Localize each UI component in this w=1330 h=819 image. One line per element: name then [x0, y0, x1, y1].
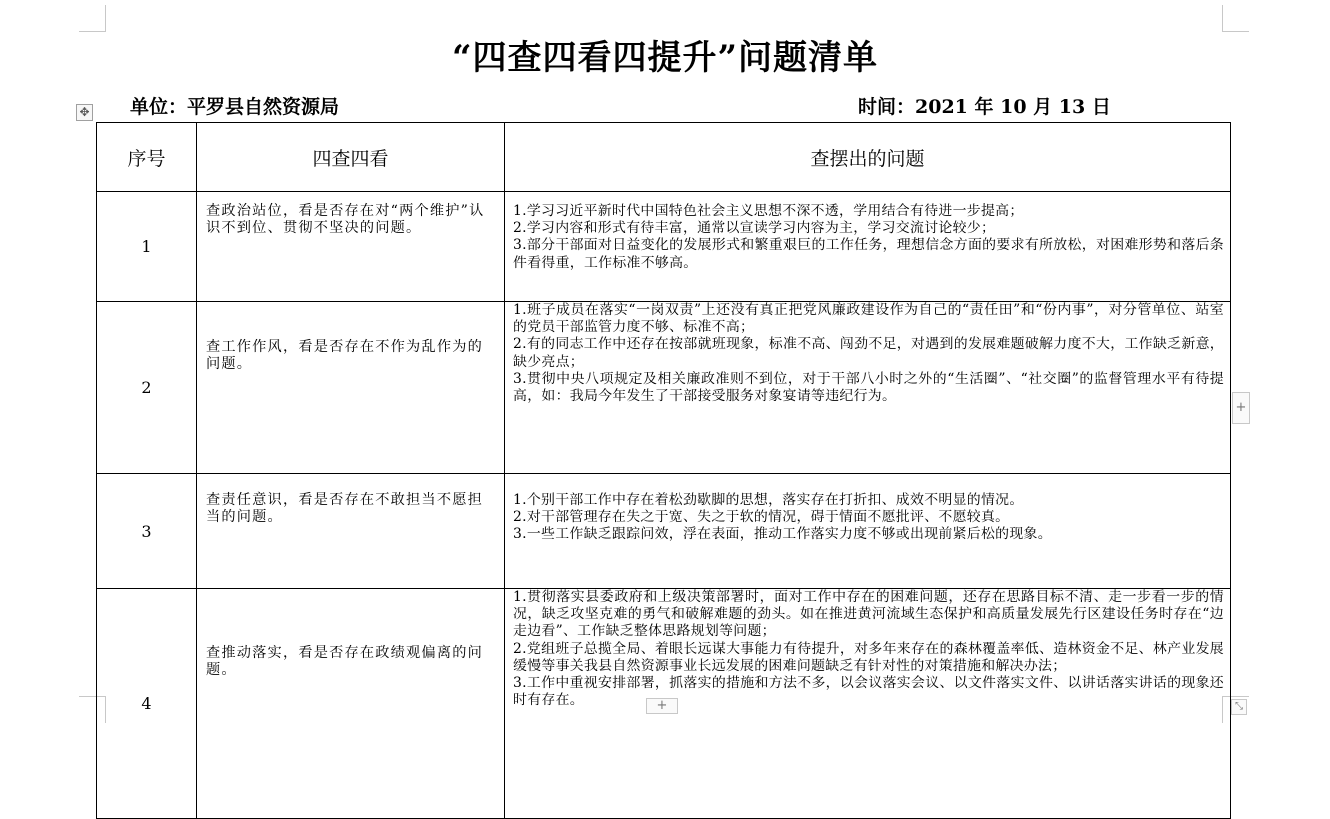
table-resize-icon[interactable]: ⤡ [1231, 699, 1247, 715]
problem-item: 3.贯彻中央八项规定及相关廉政准则不到位，对于干部八小时之外的“生活圈”、“社交圈”的监督管理水平有待提高，如：我局今年发生了干部接受服务对象宴请等违纪行为。 [513, 370, 1224, 405]
table-row [97, 474, 1231, 589]
document-title: “四查四看四提升”问题清单 [451, 38, 879, 78]
row-check-cell[interactable]: 查政治站位，看是否存在对“两个维护”认识不到位、贯彻不坚决的问题。 [197, 192, 505, 302]
problem-item: 3.一些工作缺乏跟踪问效，浮在表面，推动工作落实力度不够或出现前紧后松的现象。 [513, 526, 1052, 543]
problem-item: 2.有的同志工作中还存在按部就班现象，标准不高、闯劲不足，对遇到的发展难题破解力度不大，工作缺乏新意，缺少亮点； [513, 336, 1224, 370]
page-corner-mark-top-right [1222, 5, 1249, 32]
problem-item: 2.对干部管理存在失之于宽、失之于软的情况，碍于情面不愿批评、不愿较真。 [513, 509, 1010, 526]
header-seq: 序号 [97, 123, 197, 192]
row-seq-cell[interactable]: 4 [97, 589, 197, 819]
row-problems-cell[interactable] [505, 192, 1231, 302]
row-check-cell[interactable]: 查工作作风，看是否存在不作为乱作为的问题。 [197, 302, 505, 474]
header-problems: 查摆出的问题 [505, 123, 1231, 192]
row-check-cell[interactable]: 查推动落实，看是否存在政绩观偏离的问题。 [197, 589, 505, 819]
problem-item: 1.班子成员在落实“一岗双责”上还没有真正把党风廉政建设作为自己的“责任田”和“份内事”，对分管单位、站室的党员干部监管力度不够、标准不高； [513, 302, 1224, 336]
row-seq-cell[interactable]: 3 [97, 474, 197, 589]
table-row [97, 589, 1231, 819]
add-row-plus-icon[interactable]: + [646, 698, 678, 714]
row-problems-cell[interactable] [505, 302, 1231, 474]
date-label: 时间：2021 年 10 月 13 日 [858, 96, 1111, 118]
page-corner-mark-top-left [79, 5, 106, 32]
table-header-row [97, 123, 1231, 192]
unit-label: 单位：平罗县自然资源局 [130, 96, 340, 118]
table-row [97, 302, 1231, 474]
table-move-handle-icon[interactable]: ✥ [76, 104, 93, 121]
row-check-cell[interactable]: 查责任意识，看是否存在不敢担当不愿担当的问题。 [197, 474, 505, 589]
header-check: 四查四看 [197, 123, 505, 192]
row-seq-cell[interactable]: 2 [97, 302, 197, 474]
issues-table [96, 122, 1231, 819]
problem-item: 1.个别干部工作中存在着松劲歇脚的思想，落实存在打折扣、成效不明显的情况。 [513, 492, 1024, 508]
row-seq-cell[interactable]: 1 [97, 192, 197, 302]
row-problems-cell[interactable] [505, 474, 1231, 589]
problem-item: 2.学习内容和形式有待丰富，通常以宣读学习内容为主，学习交流讨论较少； [513, 220, 996, 237]
problem-item: 1.学习习近平新时代中国特色社会主义思想不深不透，学用结合有待进一步提高； [513, 203, 1024, 219]
table-row [97, 192, 1231, 302]
problem-item: 3.部分干部面对日益变化的发展形式和繁重艰巨的工作任务，理想信念方面的要求有所放松，对困难形势和落后条件看得重，工作标准不够高。 [513, 237, 1224, 271]
problem-item: 3.工作中重视安排部署，抓落实的措施和方法不多，以会议落实会议、以文件落实文件、以讲话落实讲话的现象还时有存在。 [513, 675, 1224, 709]
row-problems-cell[interactable] [505, 589, 1231, 819]
problem-item: 2.党组班子总揽全局、着眼长远谋大事能力有待提升，对多年来存在的森林覆盖率低、造林资金不足、林产业发展缓慢等事关我县自然资源事业长远发展的困难问题缺乏有针对性的对策措施和解决办法； [513, 640, 1224, 674]
problem-item: 1.贯彻落实县委政府和上级决策部署时，面对工作中存在的困难问题，还存在思路目标不清、走一步看一步的情况，缺乏攻坚克难的勇气和破解难题的劲头。如在推进黄河流域生态保护和高质量发展先行区建设任务时存在“边走边看”、工作缺乏整体思路规划等问题； [513, 589, 1224, 640]
add-column-plus-icon[interactable]: + [1232, 392, 1250, 424]
